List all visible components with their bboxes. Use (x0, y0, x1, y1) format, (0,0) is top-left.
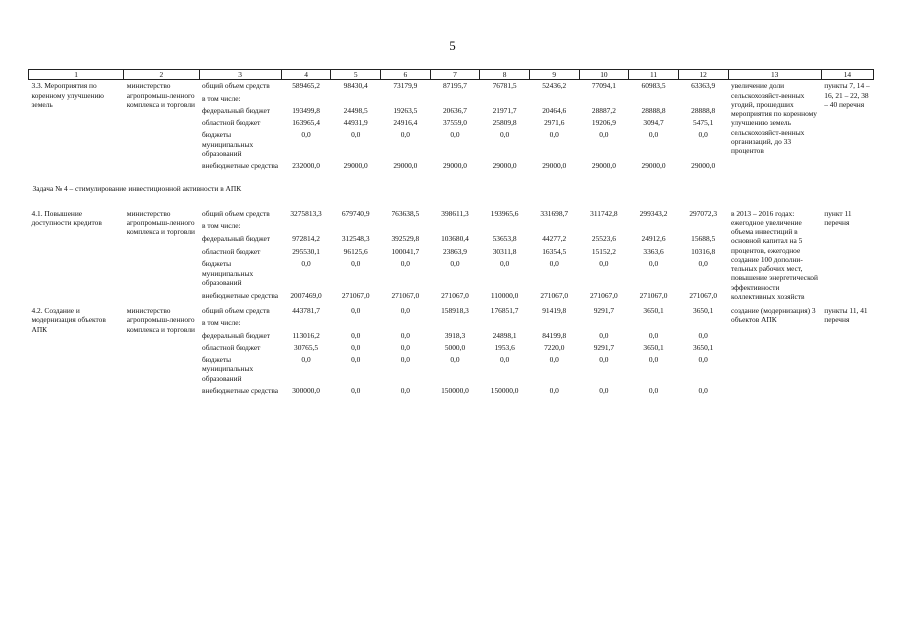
amount-cell: 3650,1 (693, 306, 714, 315)
amount-cell: 24916,4 (393, 118, 418, 127)
amount-cell: 3650,1 (643, 342, 664, 352)
amount-cell: 29000,0 (442, 161, 467, 170)
amount-cell: 331698,7 (540, 208, 569, 218)
amount-cell: 28888,8 (691, 105, 716, 115)
amount-cell: 0,0 (599, 355, 609, 364)
target-indicator: создание (модернизация) 3 объектов АПК (731, 306, 816, 325)
amount-cell (331, 93, 381, 105)
amount-cell: 679740,9 (341, 208, 370, 218)
amount-cell: 232000,0 (292, 161, 320, 170)
funding-source: федеральный бюджет (202, 105, 271, 115)
column-number-8: 8 (480, 70, 530, 80)
amount-cell: 0,0 (351, 259, 361, 269)
task-row (29, 172, 874, 207)
amount-cell: 972814,2 (292, 233, 320, 243)
reference-items: пункт 11 перечня (824, 208, 852, 227)
measure-name: 3.3. Мероприятия по коренному улучшению земель (31, 81, 104, 109)
amount-cell: 16354,5 (542, 246, 567, 256)
amount-cell (480, 317, 530, 329)
amount-cell (281, 220, 331, 233)
amount-cell: 15688,5 (691, 233, 716, 243)
amount-cell: 10316,8 (691, 246, 716, 256)
funding-source: областной бюджет (202, 246, 261, 256)
amount-cell (579, 93, 629, 105)
amount-cell: 24898,1 (492, 330, 517, 340)
column-number-3: 3 (199, 70, 281, 80)
funding-source: бюджеты муниципальных образований (202, 355, 254, 383)
amount-cell: 9291,7 (593, 306, 615, 315)
amount-cell: 2971,6 (544, 118, 565, 127)
amount-cell: 763638,5 (391, 208, 420, 218)
amount-cell: 29000,0 (343, 161, 368, 170)
amount-cell: 0,0 (400, 259, 410, 269)
amount-cell (579, 317, 629, 329)
amount-cell: 28887,2 (591, 105, 616, 115)
amount-cell (381, 93, 431, 105)
amount-cell: 295530,1 (292, 246, 320, 256)
amount-cell: 1953,6 (494, 342, 515, 352)
amount-cell: 0,0 (400, 330, 410, 340)
amount-cell: 24498,5 (343, 105, 368, 115)
amount-cell: 0,0 (499, 355, 510, 364)
amount-cell: 110000,0 (490, 291, 519, 301)
amount-cell: 0,0 (351, 385, 361, 395)
page-number: 5 (449, 38, 456, 53)
amount-cell (430, 220, 480, 233)
amount-cell: 0,0 (351, 130, 361, 140)
amount-cell: 0,0 (400, 342, 410, 352)
funding-source: областной бюджет (202, 118, 261, 127)
amount-cell: 0,0 (450, 130, 460, 140)
funding-source: в том числе: (202, 221, 241, 231)
amount-cell: 0,0 (351, 330, 361, 340)
amount-cell: 271067,0 (441, 291, 469, 301)
amount-cell (331, 317, 381, 329)
funding-source: в том числе: (202, 93, 241, 103)
amount-cell (480, 220, 530, 233)
amount-cell: 0,0 (599, 130, 609, 140)
amount-cell: 73179,9 (393, 81, 418, 91)
amount-cell: 3094,7 (643, 118, 664, 127)
funding-source: в том числе: (202, 318, 241, 328)
column-number-9: 9 (529, 70, 579, 80)
amount-cell: 271067,0 (391, 291, 420, 301)
funding-source: бюджеты муниципальных образований (202, 130, 254, 158)
amount-cell: 77094,1 (591, 81, 616, 91)
executor: министерство агропромыш-ленного комплекса и торговли (126, 208, 195, 236)
amount-cell: 3650,1 (693, 342, 714, 352)
amount-cell: 29000,0 (591, 161, 616, 170)
amount-cell: 0,0 (499, 259, 510, 269)
column-number-7: 7 (430, 70, 480, 80)
amount-cell: 300000,0 (292, 385, 320, 395)
amount-cell (281, 317, 331, 329)
amount-cell: 0,0 (450, 259, 460, 269)
amount-cell: 29000,0 (393, 161, 418, 170)
amount-cell: 96125,6 (343, 246, 368, 256)
amount-cell: 0,0 (351, 306, 361, 315)
amount-cell: 0,0 (400, 355, 410, 364)
amount-cell: 0,0 (599, 330, 609, 340)
amount-cell: 29000,0 (691, 161, 716, 170)
amount-cell (678, 93, 728, 105)
funding-source: бюджеты муниципальных образований (202, 259, 254, 287)
target-indicator: в 2013 – 2016 годах: ежегодное увеличение объема инвестиций в основной капитал на 5 процентов, ежегодное создание 100 дополни-тельных рабочих мест, повышение энергетической эффективности коллективных хозяйств (731, 208, 818, 301)
amount-cell (331, 220, 381, 233)
amount-cell: 30765,5 (294, 342, 319, 352)
amount-cell: 7220,0 (544, 342, 565, 352)
program-table (28, 69, 874, 397)
amount-cell: 103680,4 (441, 233, 469, 243)
column-number-10: 10 (579, 70, 629, 80)
amount-cell: 271067,0 (639, 291, 668, 301)
amount-cell: 0,0 (599, 385, 609, 395)
amount-cell: 0,0 (648, 385, 659, 395)
amount-cell: 29000,0 (492, 161, 517, 170)
column-number-4: 4 (281, 70, 331, 80)
amount-cell: 15152,2 (591, 246, 616, 256)
amount-cell: 0,0 (648, 259, 659, 269)
amount-cell: 299343,2 (639, 208, 668, 218)
amount-cell (480, 93, 530, 105)
funding-source: областной бюджет (202, 342, 261, 352)
amount-cell: 2007469,0 (290, 291, 322, 301)
amount-cell (629, 220, 679, 233)
amount-cell: 52436,2 (542, 81, 567, 91)
measure-name: 4.1. Повышение доступности кредитов (31, 208, 102, 227)
amount-cell: 98430,4 (343, 81, 368, 91)
amount-cell: 0,0 (698, 355, 708, 364)
funding-source: внебюджетные средства (202, 291, 279, 301)
amount-cell: 271067,0 (540, 291, 569, 301)
amount-cell: 24912,6 (641, 233, 666, 243)
amount-cell: 25809,8 (492, 118, 517, 127)
column-number-1: 1 (29, 70, 124, 80)
amount-cell: 21971,7 (492, 105, 517, 115)
amount-cell: 0,0 (351, 342, 361, 352)
target-indicator: увеличение доли сельскохозяйст-венных угодий, прошедших мероприятия по коренному улучшению земель сельскохозяйст-венных организаций, до 33 процентов (731, 81, 818, 155)
amount-cell: 589465,2 (292, 81, 320, 91)
amount-cell: 0,0 (549, 355, 559, 364)
amount-cell: 30311,8 (492, 246, 517, 256)
amount-cell: 5475,1 (693, 118, 714, 127)
amount-cell: 19263,5 (393, 105, 418, 115)
column-numbers-header (29, 70, 874, 80)
funding-source: внебюджетные средства (202, 385, 279, 395)
amount-cell: 28888,8 (641, 105, 666, 115)
column-number-11: 11 (629, 70, 679, 80)
amount-cell: 0,0 (648, 130, 659, 140)
amount-cell: 150000,0 (490, 385, 519, 395)
amount-cell: 100041,7 (391, 246, 420, 256)
amount-cell: 0,0 (499, 130, 510, 140)
funding-source: общий объем средств (202, 306, 270, 315)
task-heading: Задача № 4 – стимулирование инвестиционной активности в АПК (32, 184, 242, 194)
amount-cell: 53653,8 (492, 233, 517, 243)
amount-cell: 29000,0 (641, 161, 666, 170)
table-row (29, 208, 874, 221)
amount-cell: 44931,9 (343, 118, 368, 127)
amount-cell: 150000,0 (441, 385, 469, 395)
amount-cell: 392529,8 (391, 233, 420, 243)
funding-source: общий объем средств (202, 81, 270, 91)
amount-cell: 5000,0 (444, 342, 466, 352)
amount-cell: 44277,2 (542, 233, 567, 243)
table-row (29, 80, 874, 93)
amount-cell: 0,0 (648, 330, 659, 340)
table-body (29, 80, 874, 397)
amount-cell: 0,0 (599, 259, 609, 269)
amount-cell: 297072,3 (689, 208, 718, 218)
amount-cell (629, 93, 679, 105)
amount-cell: 20636,7 (442, 105, 467, 115)
amount-cell (281, 93, 331, 105)
funding-source: федеральный бюджет (202, 233, 271, 243)
amount-cell: 176851,7 (490, 306, 519, 315)
amount-cell: 29000,0 (542, 161, 567, 170)
amount-cell: 0,0 (450, 355, 460, 364)
amount-cell: 271067,0 (689, 291, 718, 301)
amount-cell: 163965,4 (292, 118, 320, 127)
reference-items: пункты 11, 41 перечня (824, 306, 868, 325)
executor: министерство агропромыш-ленного комплекса и торговли (126, 81, 195, 109)
amount-cell: 0,0 (301, 130, 311, 140)
amount-cell: 0,0 (698, 130, 708, 140)
column-number-5: 5 (331, 70, 381, 80)
column-number-2: 2 (124, 70, 199, 80)
amount-cell: 271067,0 (590, 291, 618, 301)
amount-cell: 0,0 (549, 259, 559, 269)
amount-cell: 0,0 (351, 355, 361, 364)
amount-cell: 398611,3 (441, 208, 469, 218)
amount-cell (381, 220, 431, 233)
column-number-13: 13 (728, 70, 821, 80)
amount-cell: 63363,9 (691, 81, 716, 91)
amount-cell: 87195,7 (442, 81, 467, 91)
amount-cell: 3363,6 (643, 246, 664, 256)
amount-cell: 271067,0 (341, 291, 370, 301)
column-number-14: 14 (821, 70, 873, 80)
amount-cell: 0,0 (301, 355, 311, 364)
amount-cell: 84199,8 (542, 330, 567, 340)
amount-cell: 25523,6 (591, 233, 616, 243)
amount-cell (678, 317, 728, 329)
column-number-12: 12 (678, 70, 728, 80)
funding-source: федеральный бюджет (202, 330, 271, 340)
amount-cell: 0,0 (549, 130, 559, 140)
amount-cell (529, 317, 579, 329)
amount-cell (529, 220, 579, 233)
amount-cell: 91419,8 (542, 306, 567, 315)
amount-cell (579, 220, 629, 233)
amount-cell: 193499,8 (292, 105, 320, 115)
amount-cell: 9291,7 (593, 342, 615, 352)
amount-cell: 0,0 (648, 355, 659, 364)
amount-cell: 193965,6 (490, 208, 519, 218)
funding-source: внебюджетные средства (202, 161, 279, 170)
amount-cell: 3275813,3 (290, 208, 322, 218)
amount-cell: 158918,3 (441, 306, 469, 315)
column-number-6: 6 (381, 70, 431, 80)
amount-cell (629, 317, 679, 329)
amount-cell: 19206,9 (591, 118, 616, 127)
amount-cell: 23863,9 (442, 246, 467, 256)
amount-cell: 311742,8 (590, 208, 618, 218)
amount-cell: 443781,7 (292, 306, 320, 315)
amount-cell: 76781,5 (492, 81, 517, 91)
amount-cell (678, 220, 728, 233)
amount-cell: 0,0 (698, 385, 708, 395)
amount-cell: 0,0 (400, 385, 410, 395)
amount-cell: 37559,0 (442, 118, 467, 127)
amount-cell: 0,0 (301, 259, 311, 269)
amount-cell: 0,0 (400, 130, 410, 140)
amount-cell: 60983,5 (641, 81, 666, 91)
amount-cell: 0,0 (698, 259, 708, 269)
table-row (29, 305, 874, 317)
amount-cell (430, 317, 480, 329)
amount-cell: 3918,3 (444, 330, 466, 340)
amount-cell: 0,0 (400, 306, 410, 315)
measure-name: 4.2. Создание и модернизация объектов АПК (31, 306, 106, 334)
amount-cell: 0,0 (698, 330, 708, 340)
executor: министерство агропромыш-ленного комплекса и торговли (126, 306, 195, 334)
amount-cell: 3650,1 (643, 306, 664, 315)
amount-cell: 20464,6 (542, 105, 567, 115)
amount-cell: 0,0 (549, 385, 559, 395)
amount-cell (529, 93, 579, 105)
amount-cell: 312548,3 (341, 233, 370, 243)
amount-cell (430, 93, 480, 105)
amount-cell (381, 317, 431, 329)
amount-cell: 113016,2 (292, 330, 320, 340)
funding-source: общий объем средств (202, 208, 270, 218)
reference-items: пункты 7, 14 – 16, 21 – 22, 38 – 40 перечня (824, 81, 870, 109)
